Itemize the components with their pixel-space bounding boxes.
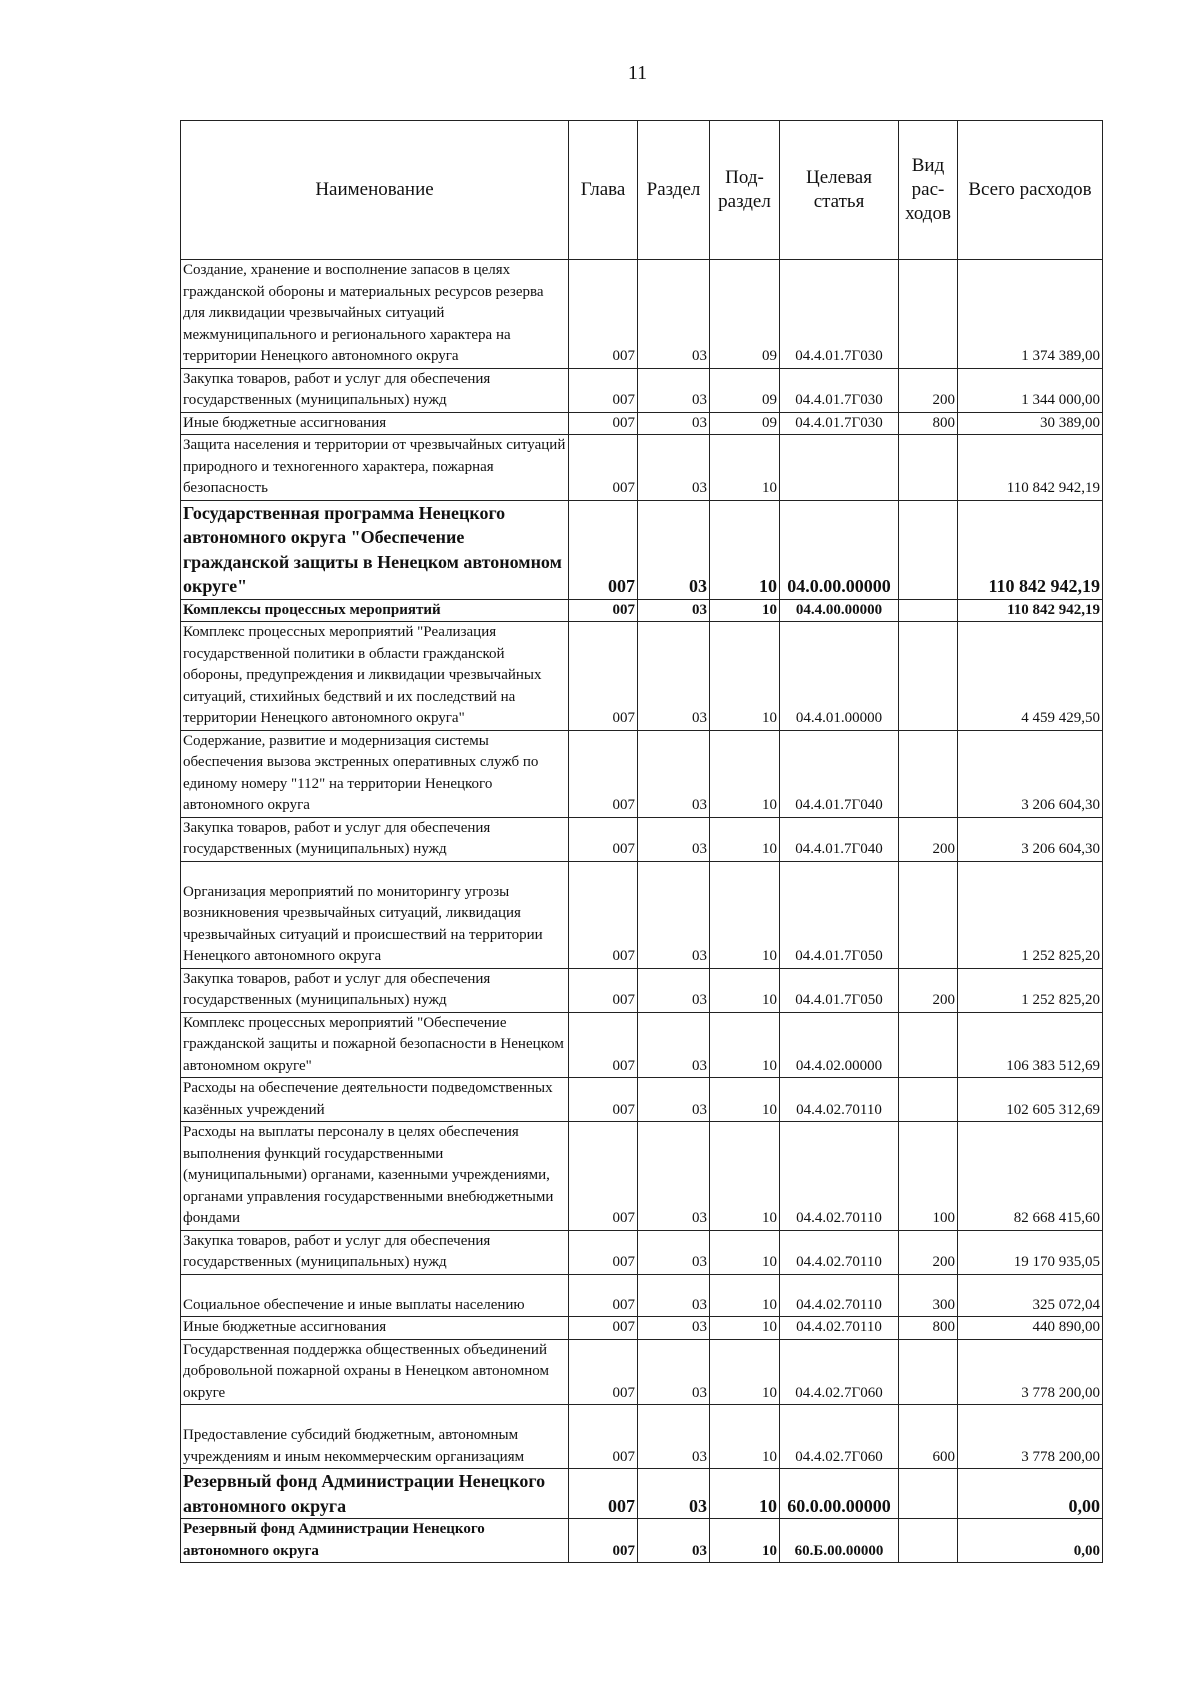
row-section: 03 — [638, 968, 710, 1012]
row-expense-type — [899, 1339, 958, 1405]
row-subsection: 10 — [710, 1230, 780, 1274]
row-target: 04.4.02.70110 — [780, 1230, 899, 1274]
table-row — [181, 435, 1103, 501]
row-expense-type — [899, 1469, 958, 1519]
row-section: 03 — [638, 1012, 710, 1078]
header-total: Всего расходов — [958, 121, 1103, 260]
row-subsection: 10 — [710, 817, 780, 861]
row-name: Организация мероприятий по мониторингу угрозы возникновения чрезвычайных ситуаций, ликвидация чрезвычайных ситуаций и происшествий на территории Ненецкого автономного округа — [181, 861, 569, 968]
row-expense-type — [899, 622, 958, 731]
row-name: Закупка товаров, работ и услуг для обеспечения государственных (муниципальных) нужд — [181, 1230, 569, 1274]
table-row — [181, 861, 1103, 968]
row-total: 3 206 604,30 — [958, 730, 1103, 817]
row-name: Иные бюджетные ассигнования — [181, 1317, 569, 1340]
row-chapter: 007 — [569, 622, 638, 731]
row-total: 3 206 604,30 — [958, 817, 1103, 861]
row-chapter: 007 — [569, 861, 638, 968]
row-total: 0,00 — [958, 1519, 1103, 1563]
row-total: 30 389,00 — [958, 412, 1103, 435]
row-target: 04.0.00.00000 — [780, 500, 899, 599]
row-total: 1 252 825,20 — [958, 861, 1103, 968]
row-target: 04.4.02.70110 — [780, 1317, 899, 1340]
row-subsection: 10 — [710, 1405, 780, 1469]
row-subsection: 10 — [710, 1274, 780, 1317]
table-row — [181, 622, 1103, 731]
row-name: Закупка товаров, работ и услуг для обеспечения государственных (муниципальных) нужд — [181, 817, 569, 861]
row-subsection: 10 — [710, 622, 780, 731]
row-total: 19 170 935,05 — [958, 1230, 1103, 1274]
row-section: 03 — [638, 1469, 710, 1519]
row-target: 04.4.01.7Г030 — [780, 368, 899, 412]
row-target: 04.4.02.70110 — [780, 1122, 899, 1231]
row-name: Содержание, развитие и модернизация системы обеспечения вызова экстренных оперативных служб по единому номеру "112" на территории Ненецкого автономного округа — [181, 730, 569, 817]
header-section: Раздел — [638, 121, 710, 260]
row-expense-type: 300 — [899, 1274, 958, 1317]
table-row — [181, 1078, 1103, 1122]
row-section: 03 — [638, 412, 710, 435]
row-target: 04.4.01.7Г030 — [780, 412, 899, 435]
row-expense-type: 200 — [899, 817, 958, 861]
row-section: 03 — [638, 260, 710, 369]
row-chapter: 007 — [569, 368, 638, 412]
row-name: Комплекс процессных мероприятий "Реализация государственной политики в области гражданской обороны, предупреждения и ликвидации чрезвычайных ситуаций, стихийных бедствий и их последствий на территории Ненецкого автономного округа" — [181, 622, 569, 731]
row-chapter: 007 — [569, 730, 638, 817]
row-section: 03 — [638, 1274, 710, 1317]
row-name: Резервный фонд Администрации Ненецкого автономного округа — [181, 1469, 569, 1519]
row-section: 03 — [638, 435, 710, 501]
row-expense-type: 100 — [899, 1122, 958, 1231]
row-section: 03 — [638, 1122, 710, 1231]
header-name: Наименование — [181, 121, 569, 260]
row-target: 04.4.02.70110 — [780, 1078, 899, 1122]
row-section: 03 — [638, 622, 710, 731]
row-chapter: 007 — [569, 1122, 638, 1231]
table-row — [181, 260, 1103, 369]
table-row — [181, 1469, 1103, 1519]
row-section: 03 — [638, 599, 710, 622]
row-name: Государственная программа Ненецкого автономного округа "Обеспечение гражданской защиты в Ненецком автономном округе" — [181, 500, 569, 599]
row-name: Расходы на обеспечение деятельности подведомственных казённых учреждений — [181, 1078, 569, 1122]
table-row — [181, 730, 1103, 817]
row-chapter: 007 — [569, 260, 638, 369]
table-row — [181, 1519, 1103, 1563]
row-total: 110 842 942,19 — [958, 435, 1103, 501]
row-chapter: 007 — [569, 1519, 638, 1563]
row-target: 04.4.02.00000 — [780, 1012, 899, 1078]
row-subsection: 10 — [710, 968, 780, 1012]
row-chapter: 007 — [569, 1274, 638, 1317]
table-row — [181, 1405, 1103, 1469]
row-total: 82 668 415,60 — [958, 1122, 1103, 1231]
row-total: 4 459 429,50 — [958, 622, 1103, 731]
row-chapter: 007 — [569, 500, 638, 599]
row-name: Расходы на выплаты персоналу в целях обеспечения выполнения функций государственными (муниципальными) органами, казенными учреждениями, органами управления государственными внебюджетными фондами — [181, 1122, 569, 1231]
row-section: 03 — [638, 861, 710, 968]
row-chapter: 007 — [569, 1317, 638, 1340]
table-row — [181, 1274, 1103, 1317]
table-row — [181, 1317, 1103, 1340]
row-subsection: 10 — [710, 1012, 780, 1078]
row-section: 03 — [638, 1405, 710, 1469]
row-expense-type — [899, 730, 958, 817]
table-row — [181, 1339, 1103, 1405]
header-expense-type: Вид рас-ходов — [899, 121, 958, 260]
row-expense-type: 200 — [899, 968, 958, 1012]
row-chapter: 007 — [569, 435, 638, 501]
row-subsection: 10 — [710, 435, 780, 501]
budget-table — [180, 120, 1103, 1563]
row-name: Защита населения и территории от чрезвычайных ситуаций природного и техногенного характера, пожарная безопасность — [181, 435, 569, 501]
row-expense-type — [899, 1012, 958, 1078]
table-row — [181, 968, 1103, 1012]
row-total: 102 605 312,69 — [958, 1078, 1103, 1122]
row-target: 04.4.01.7Г040 — [780, 730, 899, 817]
header-row — [181, 121, 1103, 260]
header-chapter: Глава — [569, 121, 638, 260]
row-chapter: 007 — [569, 1012, 638, 1078]
row-chapter: 007 — [569, 1078, 638, 1122]
row-section: 03 — [638, 1078, 710, 1122]
row-expense-type — [899, 260, 958, 369]
row-subsection: 10 — [710, 730, 780, 817]
row-target: 04.4.02.7Г060 — [780, 1339, 899, 1405]
table-row — [181, 1122, 1103, 1231]
row-expense-type: 800 — [899, 412, 958, 435]
row-target: 04.4.01.7Г050 — [780, 861, 899, 968]
row-target: 04.4.00.00000 — [780, 599, 899, 622]
row-expense-type — [899, 1078, 958, 1122]
row-name: Закупка товаров, работ и услуг для обеспечения государственных (муниципальных) нужд — [181, 968, 569, 1012]
row-target — [780, 435, 899, 501]
row-expense-type: 600 — [899, 1405, 958, 1469]
row-total: 3 778 200,00 — [958, 1339, 1103, 1405]
row-subsection: 10 — [710, 1317, 780, 1340]
row-total: 325 072,04 — [958, 1274, 1103, 1317]
row-subsection: 10 — [710, 1469, 780, 1519]
table-row — [181, 599, 1103, 622]
row-chapter: 007 — [569, 1405, 638, 1469]
row-name: Резервный фонд Администрации Ненецкого автономного округа — [181, 1519, 569, 1563]
row-subsection: 10 — [710, 1122, 780, 1231]
row-subsection: 10 — [710, 1078, 780, 1122]
row-subsection: 10 — [710, 1519, 780, 1563]
row-name: Комплексы процессных мероприятий — [181, 599, 569, 622]
row-name: Создание, хранение и восполнение запасов в целях гражданской обороны и материальных ресурсов резерва для ликвидации чрезвычайных ситуаций межмуниципального и регионального характера на территории Ненецкого автономного округа — [181, 260, 569, 369]
row-name: Государственная поддержка общественных объединений добровольной пожарной охраны в Ненецком автономном округе — [181, 1339, 569, 1405]
row-section: 03 — [638, 730, 710, 817]
row-total: 440 890,00 — [958, 1317, 1103, 1340]
row-target: 04.4.01.00000 — [780, 622, 899, 731]
table-row — [181, 412, 1103, 435]
row-expense-type: 800 — [899, 1317, 958, 1340]
row-expense-type — [899, 861, 958, 968]
row-total: 1 374 389,00 — [958, 260, 1103, 369]
row-chapter: 007 — [569, 968, 638, 1012]
row-total: 110 842 942,19 — [958, 500, 1103, 599]
row-subsection: 09 — [710, 260, 780, 369]
row-name: Комплекс процессных мероприятий "Обеспечение гражданской защиты и пожарной безопасности в Ненецком автономном округе" — [181, 1012, 569, 1078]
row-subsection: 10 — [710, 1339, 780, 1405]
row-name: Предоставление субсидий бюджетным, автономным учреждениям и иным некоммерческим организациям — [181, 1405, 569, 1469]
row-section: 03 — [638, 1317, 710, 1340]
row-total: 1 252 825,20 — [958, 968, 1103, 1012]
row-section: 03 — [638, 368, 710, 412]
row-section: 03 — [638, 500, 710, 599]
row-target: 60.Б.00.00000 — [780, 1519, 899, 1563]
row-subsection: 09 — [710, 368, 780, 412]
row-total: 1 344 000,00 — [958, 368, 1103, 412]
row-chapter: 007 — [569, 1339, 638, 1405]
header-target: Целевая статья — [780, 121, 899, 260]
page-number: 11 — [627, 62, 648, 84]
table-row — [181, 1230, 1103, 1274]
row-total: 3 778 200,00 — [958, 1405, 1103, 1469]
row-name: Социальное обеспечение и иные выплаты населению — [181, 1274, 569, 1317]
row-expense-type — [899, 1519, 958, 1563]
header-subsection: Под-раздел — [710, 121, 780, 260]
row-chapter: 007 — [569, 817, 638, 861]
row-total: 106 383 512,69 — [958, 1012, 1103, 1078]
row-target: 04.4.01.7Г030 — [780, 260, 899, 369]
row-subsection: 09 — [710, 412, 780, 435]
row-name: Иные бюджетные ассигнования — [181, 412, 569, 435]
row-target: 04.4.01.7Г040 — [780, 817, 899, 861]
row-subsection: 10 — [710, 861, 780, 968]
row-chapter: 007 — [569, 412, 638, 435]
row-chapter: 007 — [569, 599, 638, 622]
row-subsection: 10 — [710, 500, 780, 599]
row-section: 03 — [638, 1230, 710, 1274]
row-section: 03 — [638, 817, 710, 861]
row-name: Закупка товаров, работ и услуг для обеспечения государственных (муниципальных) нужд — [181, 368, 569, 412]
table-row — [181, 1012, 1103, 1078]
row-target: 04.4.01.7Г050 — [780, 968, 899, 1012]
row-chapter: 007 — [569, 1230, 638, 1274]
row-subsection: 10 — [710, 599, 780, 622]
row-expense-type — [899, 599, 958, 622]
table-row — [181, 368, 1103, 412]
table-row — [181, 500, 1103, 599]
row-section: 03 — [638, 1519, 710, 1563]
row-section: 03 — [638, 1339, 710, 1405]
row-total: 0,00 — [958, 1469, 1103, 1519]
row-total: 110 842 942,19 — [958, 599, 1103, 622]
row-target: 60.0.00.00000 — [780, 1469, 899, 1519]
row-target: 04.4.02.70110 — [780, 1274, 899, 1317]
row-expense-type: 200 — [899, 1230, 958, 1274]
row-expense-type — [899, 435, 958, 501]
row-chapter: 007 — [569, 1469, 638, 1519]
row-expense-type: 200 — [899, 368, 958, 412]
row-expense-type — [899, 500, 958, 599]
row-target: 04.4.02.7Г060 — [780, 1405, 899, 1469]
table-row — [181, 817, 1103, 861]
